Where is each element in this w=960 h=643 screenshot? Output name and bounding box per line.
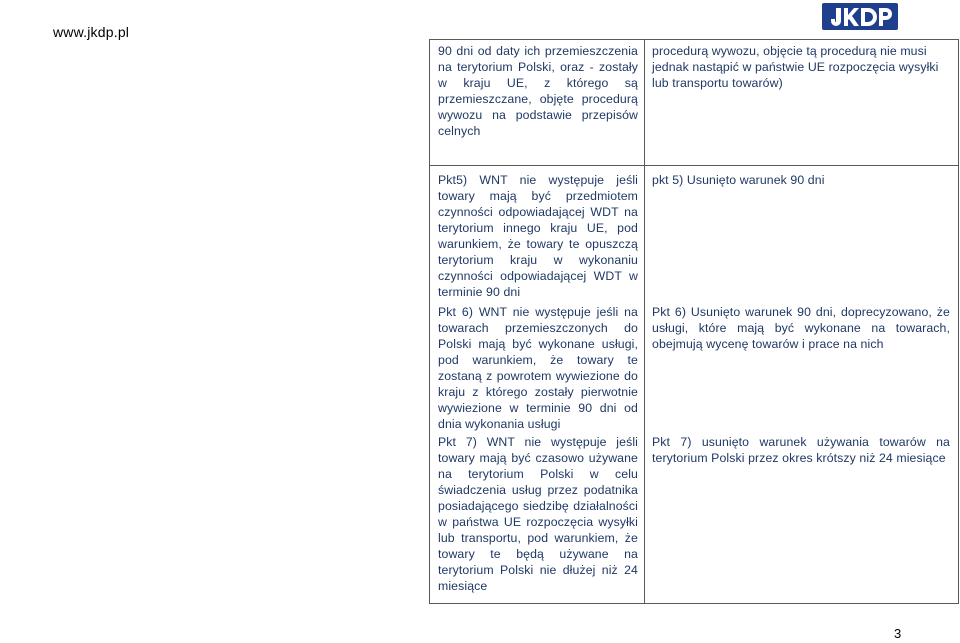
pkt7-new-text: Pkt 7) usunięto warunek używania towarów na terytorium Polski przez okres krótszy niż 24 miesiące <box>652 435 950 465</box>
page-number: 3 <box>894 626 902 641</box>
pkt6-old-text: Pkt 6) WNT nie występuje jeśli na towarach przemieszczonych do Polski mają być wykonane usługi, pod warunkiem, że towary te zostaną z powrotem wywiezione do kraju z którego zostały pierwotnie wywiezione w terminie 90 dni od dnia wykonania usługi <box>438 305 638 431</box>
row2-right-pkt7 <box>652 434 950 466</box>
row1-left-text <box>438 43 638 139</box>
row1-right-text <box>652 43 950 91</box>
row2-right-pkt6 <box>652 304 950 352</box>
row1-right-paragraph: procedurą wywozu, objęcie tą procedurą nie musi jednak nastąpić w państwie UE rozpoczęcia wysyłki lub transportu towarów) <box>652 44 939 90</box>
jkdp-logo-icon <box>827 6 893 28</box>
site-url[interactable]: www.jkdp.pl <box>53 24 130 40</box>
pkt5-new-text: pkt 5) Usunięto warunek 90 dni <box>652 173 825 187</box>
table-border-bottom <box>429 603 959 604</box>
row2-left-pkt7 <box>438 434 638 594</box>
row2-right-pkt5 <box>652 172 950 188</box>
pkt5-old-text: Pkt5) WNT nie występuje jeśli towary mają być przedmiotem czynności odpowiadającej WDT na terytorium innego kraju UE, pod warunkiem, że towary te opuszczą terytorium kraju w wykonaniu czynności odpowiadającej WDT w terminie 90 dni <box>438 173 638 299</box>
row2-left-pkt5 <box>438 172 638 300</box>
pkt7-old-text: Pkt 7) WNT nie występuje jeśli towary mają być czasowo używane na terytorium Polski w celu świadczenia usług przez podatnika posiadającego siedzibę działalności w państwa UE rozpoczęcia wysyłki lub transportu, pod warunkiem, że towary te będą używane na terytorium Polski nie dłużej niż 24 miesiące <box>438 435 638 593</box>
row2-left-pkt6 <box>438 304 638 432</box>
table-border-top <box>429 39 959 40</box>
table-row-divider <box>429 165 959 166</box>
table-border-right <box>958 39 959 604</box>
jkdp-logo <box>822 3 898 30</box>
row1-left-paragraph: 90 dni od daty ich przemieszczenia na terytorium Polski, oraz - zostały w kraju UE, z którego są przemieszczane, objęte procedurą wywozu na podstawie przepisów celnych <box>438 44 638 138</box>
pkt6-new-text: Pkt 6) Usunięto warunek 90 dni, doprecyzowano, że usługi, które mają być wykonane na towarach, obejmują wycenę towarów i prace na nich <box>652 305 950 351</box>
table-border-left <box>429 39 430 604</box>
table-border-middle <box>644 39 645 604</box>
